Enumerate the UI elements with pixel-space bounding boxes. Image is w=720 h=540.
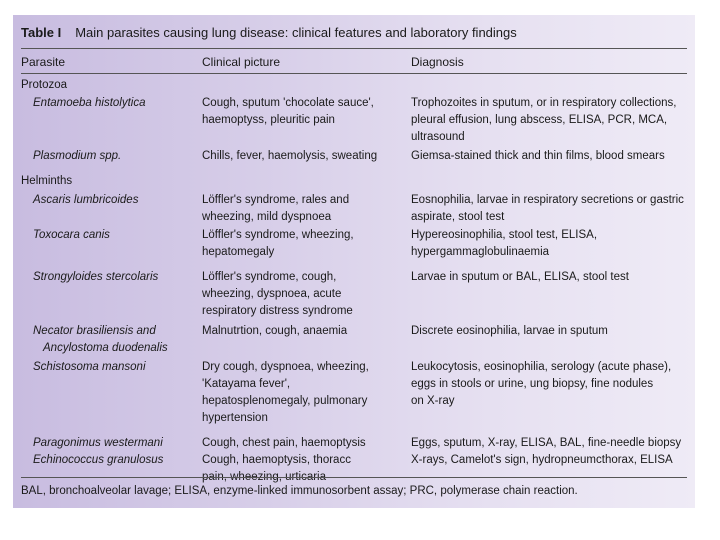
cell-clinical [202, 359, 369, 427]
top-rule [21, 48, 687, 49]
cell-line: Giemsa-stained thick and thin films, blood smears [411, 150, 665, 162]
cell-parasite [33, 227, 110, 244]
cell-parasite [33, 452, 163, 469]
cell-line: hypertension [202, 412, 268, 424]
header-diagnosis: Diagnosis [411, 55, 464, 69]
cell-diagnosis [411, 95, 676, 146]
cell-diagnosis [411, 192, 684, 226]
cell-clinical [202, 95, 374, 129]
table-title [21, 25, 517, 40]
cell-line: Malnutrtion, cough, anaemia [202, 325, 348, 337]
cell-line: Löffler's syndrome, rales and [202, 194, 350, 206]
cell-line: X-rays, Camelot's sign, hydropneumcthorax, ELISA [411, 454, 673, 466]
cell-diagnosis [411, 452, 673, 469]
cell-line: Strongyloides stercolaris [33, 271, 159, 283]
cell-line: Leukocytosis, eosinophilia, serology (acute phase), [411, 361, 672, 373]
cell-diagnosis [411, 148, 665, 165]
cell-line: Eggs, sputum, X-ray, ELISA, BAL, fine-needle biopsy [411, 437, 682, 449]
cell-line: aspirate, stool test [411, 211, 505, 223]
section-helminths: Helminths [21, 175, 73, 187]
cell-line: wheezing, mild dyspnoea [202, 211, 332, 223]
cell-line: eggs in stools or urine, ung biopsy, fine nodules [411, 378, 654, 390]
bottom-rule [21, 477, 687, 478]
cell-line: Discrete eosinophilia, larvae in sputum [411, 325, 608, 337]
cell-line: Schistosoma mansoni [33, 361, 146, 373]
cell-line: Ancylostoma duodenalis [43, 342, 168, 354]
cell-line: Löffler's syndrome, cough, [202, 271, 337, 283]
cell-parasite [33, 192, 138, 209]
cell-line: hepatomegaly [202, 246, 275, 258]
cell-line: Entamoeba histolytica [33, 97, 146, 109]
cell-line: Plasmodium spp. [33, 150, 122, 162]
cell-diagnosis [411, 323, 608, 340]
cell-line: Hypereosinophilia, stool test, ELISA, [411, 229, 598, 241]
cell-line: ultrasound [411, 131, 465, 143]
cell-line: Necator brasiliensis and [33, 325, 156, 337]
cell-clinical [202, 435, 366, 452]
header-parasite: Parasite [21, 55, 66, 69]
table-label: Table I [21, 25, 62, 40]
cell-line: 'Katayama fever', [202, 378, 291, 390]
section-protozoa: Protozoa [21, 79, 68, 91]
cell-line: hepatosplenomegaly, pulmonary [202, 395, 368, 407]
cell-clinical [202, 452, 351, 486]
cell-line: Dry cough, dyspnoea, wheezing, [202, 361, 369, 373]
cell-line: Chills, fever, haemolysis, sweating [202, 150, 378, 162]
cell-line: Paragonimus westermani [33, 437, 163, 449]
cell-line: Echinococcus granulosus [33, 454, 164, 466]
cell-clinical [202, 227, 354, 261]
cell-parasite [33, 95, 146, 112]
header-clinical: Clinical picture [202, 55, 281, 69]
header-rule [21, 73, 687, 74]
cell-parasite [33, 323, 168, 357]
cell-parasite [33, 148, 121, 165]
cell-clinical [202, 269, 353, 320]
cell-parasite [33, 435, 163, 452]
cell-parasite [33, 269, 158, 286]
cell-clinical [202, 323, 347, 340]
cell-clinical [202, 148, 377, 165]
cell-line: hypergammaglobulinaemia [411, 246, 550, 258]
cell-clinical [202, 192, 349, 226]
table-footnote: BAL, bronchoalveolar lavage; ELISA, enzyme-linked immunosorbent assay; PRC, polymerase chain reaction. [21, 485, 578, 497]
cell-parasite [33, 359, 146, 376]
cell-line: Cough, sputum 'chocolate sauce', [202, 97, 374, 109]
cell-line: pain, wheezing, urticaria [202, 471, 327, 483]
cell-line: Cough, haemoptysis, thoracc [202, 454, 351, 466]
cell-line: Toxocara canis [33, 229, 110, 241]
cell-diagnosis [411, 359, 671, 410]
cell-line: Trophozoites in sputum, or in respiratory collections, [411, 97, 677, 109]
table-caption: Main parasites causing lung disease: clinical features and laboratory findings [75, 25, 517, 40]
cell-line: Cough, chest pain, haemoptysis [202, 437, 366, 449]
cell-line: Ascaris lumbricoides [33, 194, 139, 206]
cell-line: Eosnophilia, larvae in respiratory secretions or gastric [411, 194, 684, 206]
cell-diagnosis [411, 227, 597, 261]
cell-line: pleural effusion, lung abscess, ELISA, PCR, MCA, [411, 114, 668, 126]
cell-line: wheezing, dyspnoea, acute [202, 288, 342, 300]
cell-line: on X-ray [411, 395, 455, 407]
cell-line: haemoptyss, pleuritic pain [202, 114, 335, 126]
table-panel [13, 15, 695, 508]
cell-line: Larvae in sputum or BAL, ELISA, stool test [411, 271, 629, 283]
cell-line: respiratory distress syndrome [202, 305, 353, 317]
cell-line: Löffler's syndrome, wheezing, [202, 229, 354, 241]
cell-diagnosis [411, 435, 681, 452]
cell-diagnosis [411, 269, 629, 286]
